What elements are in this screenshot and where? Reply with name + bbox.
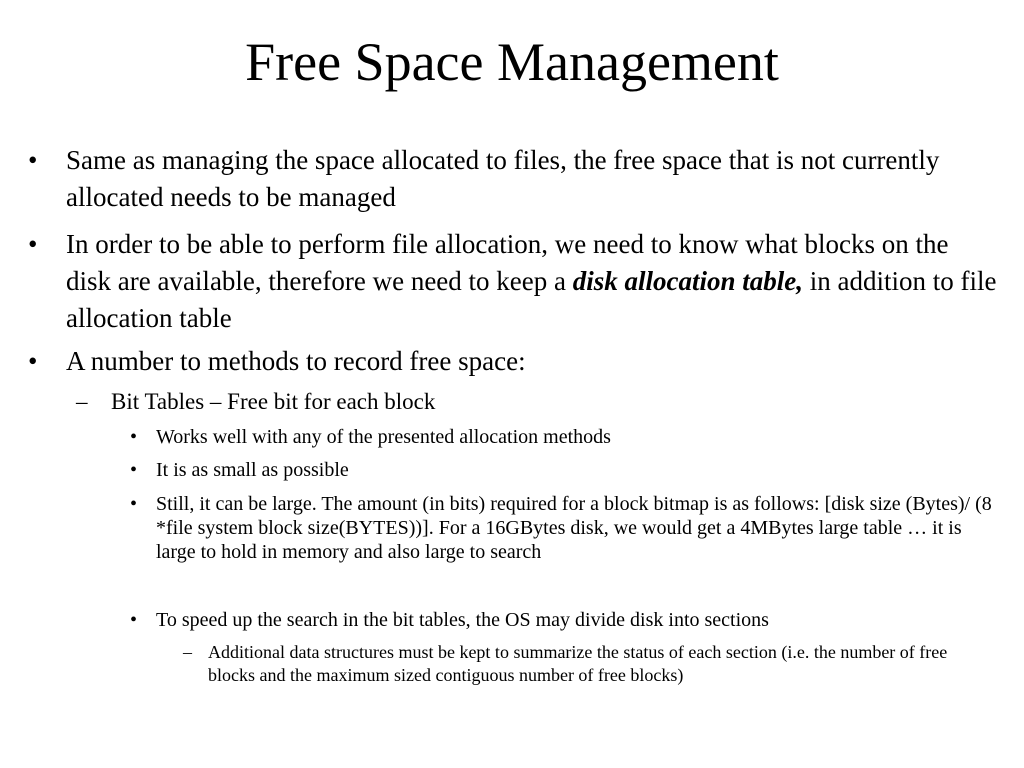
bullet-marker: •	[28, 229, 38, 259]
bullet-marker: •	[28, 145, 38, 175]
dash-marker: –	[76, 389, 88, 414]
bullet-text: Same as managing the space allocated to files, the free space that is not currently allocated needs to be managed	[66, 145, 940, 212]
dash-marker: –	[183, 642, 192, 662]
sub-bullet-item	[76, 387, 996, 417]
sub-sub-bullet-item	[130, 458, 1000, 482]
bullet-text	[66, 226, 998, 337]
sub-sub-bullet-text: Still, it can be large. The amount (in bits) required for a block bitmap is as follows: [disk size (Bytes)/ (8 *file system block size(BYTES))]. For a 16GBytes disk, we would get a 4MBytes large table … it is large to hold in memory and also large to search	[156, 493, 992, 563]
emphasized-comma: ,	[796, 266, 804, 296]
bullet-marker: •	[28, 346, 38, 376]
slide-title: Free Space Management	[245, 32, 779, 92]
bullet-text-before: In order to be able to perform file allocation, we need to know what blocks on the disk are available, therefore we need to keep a	[66, 229, 949, 296]
sub-sub-bullet-text: It is as small as possible	[156, 459, 349, 481]
bullet-marker: •	[130, 493, 138, 515]
bullet-marker: •	[130, 459, 138, 481]
sub-bullet-text: Bit Tables – Free bit for each block	[111, 389, 436, 414]
level4-bullet-item	[183, 641, 993, 687]
bullet-text: A number to methods to record free space:	[66, 346, 526, 376]
sub-sub-bullet-text: To speed up the search in the bit tables, the OS may divide disk into sections	[156, 609, 769, 631]
bullet-marker: •	[130, 426, 138, 448]
sub-sub-bullet-item	[130, 425, 1000, 449]
bullet-text-after: in addition to file allocation table	[66, 266, 997, 333]
sub-sub-bullet-item	[130, 492, 1000, 564]
level4-bullet-text: Additional data structures must be kept to summarize the status of each section (i.e. the number of free blocks and the maximum sized contiguous number of free blocks)	[208, 642, 948, 685]
sub-sub-bullet-text: Works well with any of the presented allocation methods	[156, 426, 611, 448]
sub-sub-bullet-item	[130, 608, 1000, 632]
bullet-item	[28, 343, 998, 380]
emphasized-term: disk allocation table	[572, 266, 797, 296]
bullet-item	[28, 226, 998, 337]
bullet-item	[28, 142, 998, 216]
bullet-marker: •	[130, 609, 138, 631]
